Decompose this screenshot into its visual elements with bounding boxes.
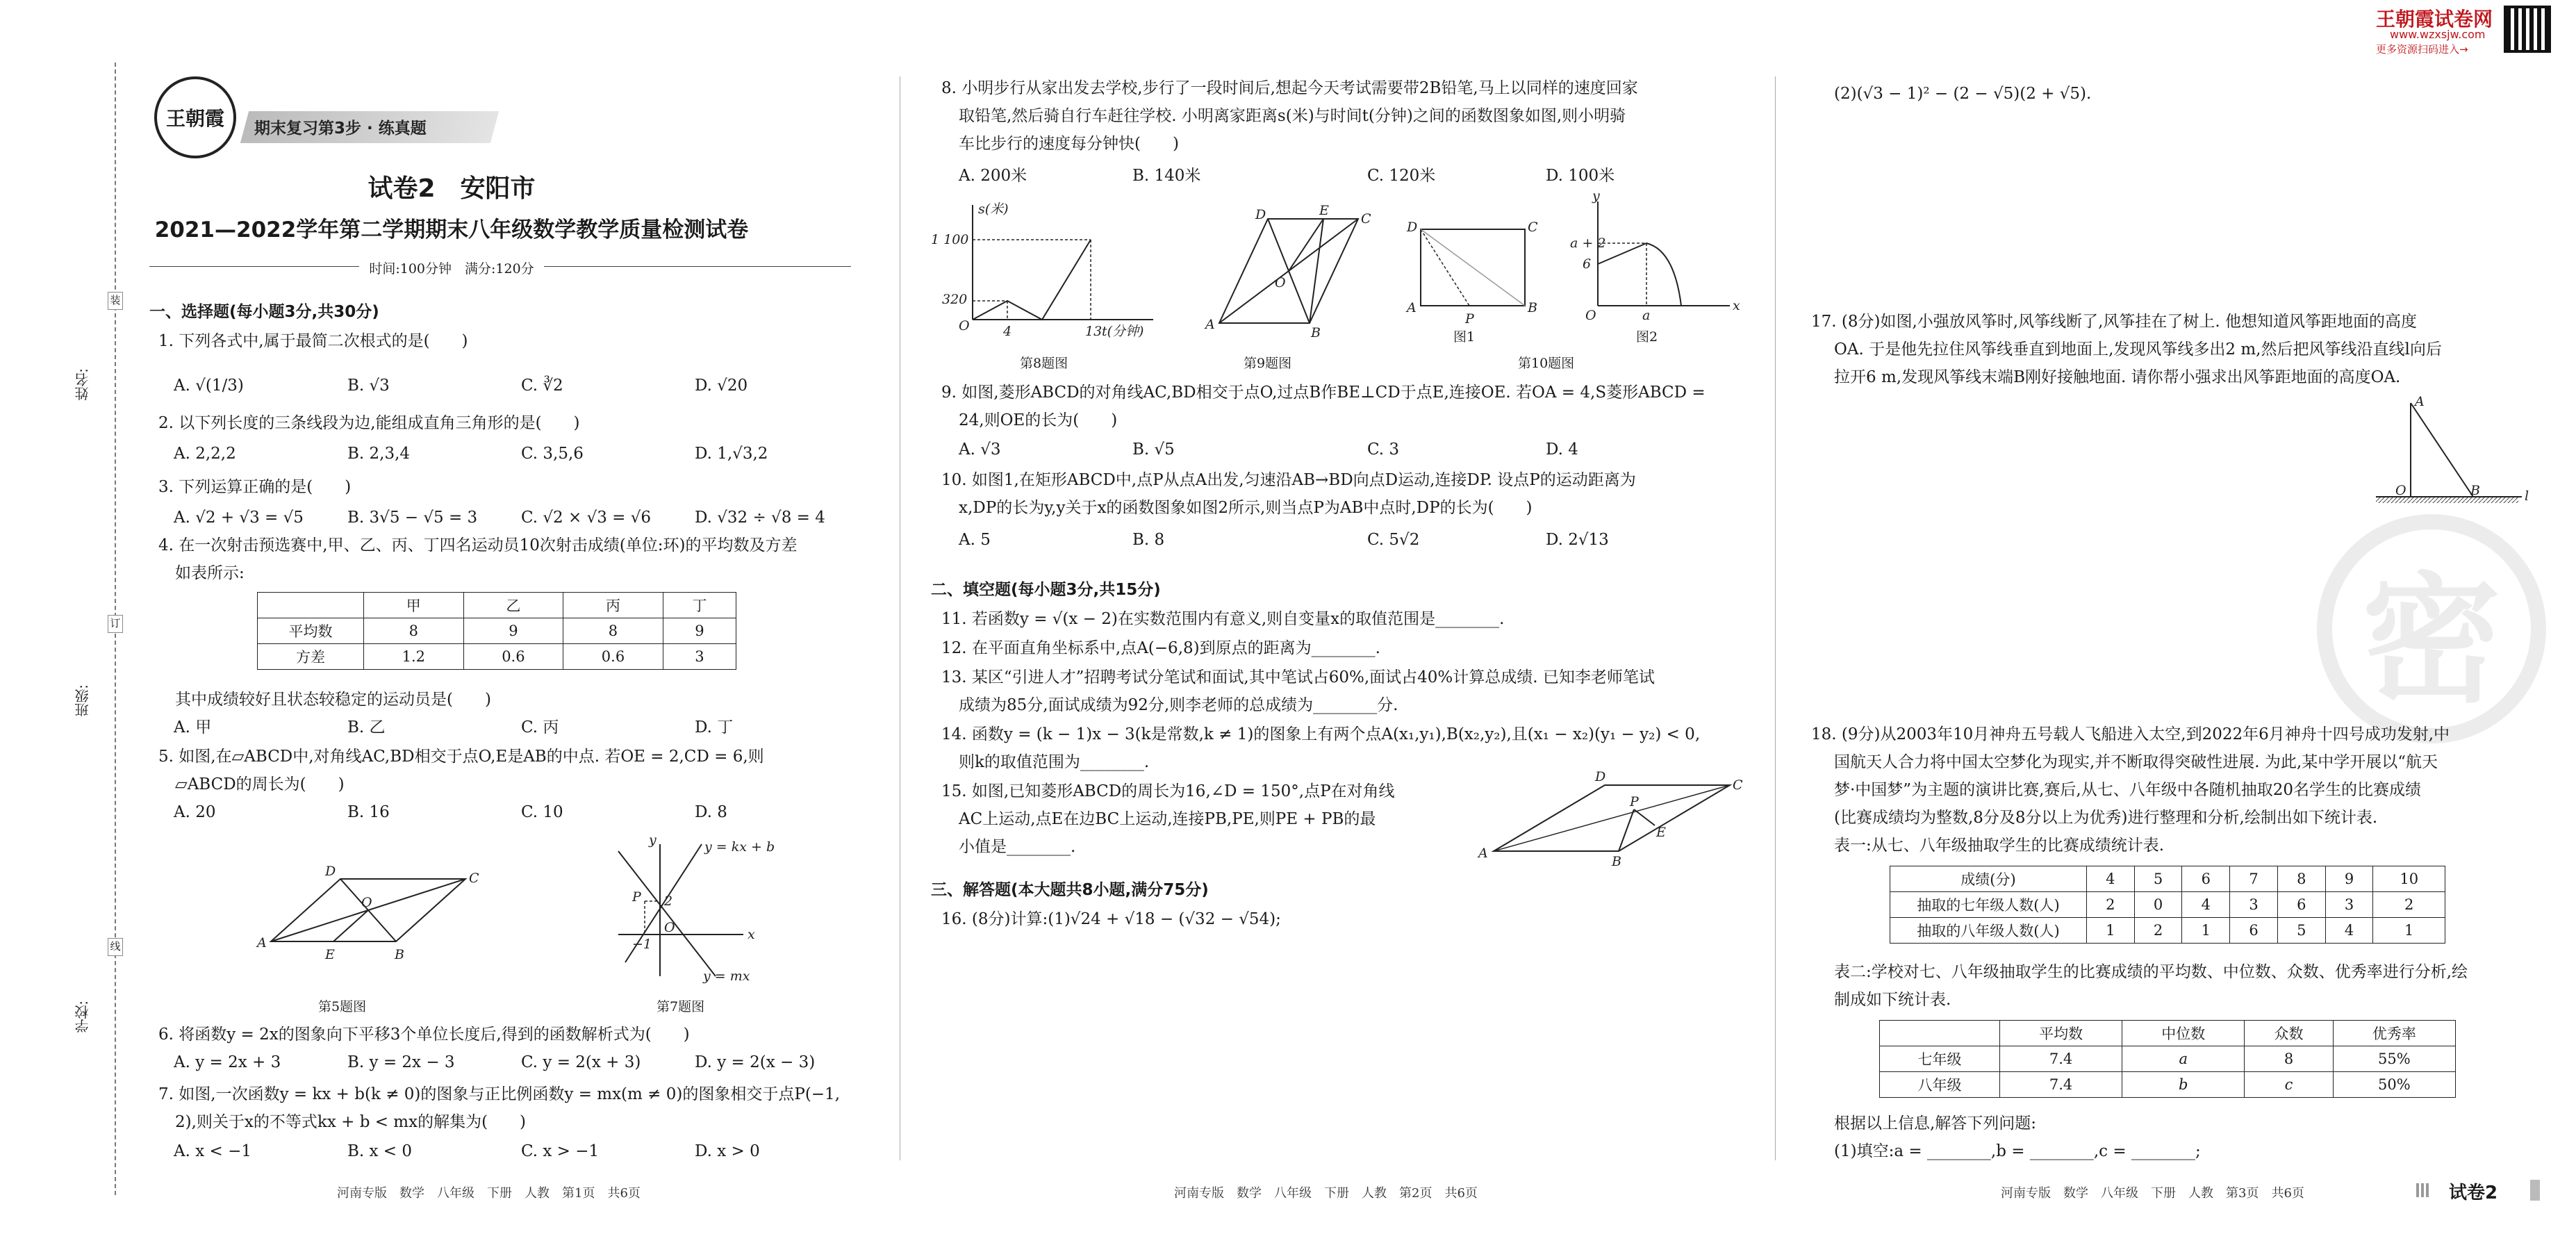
svg-text:C: C [1528,220,1538,235]
q7-stem: 7. 如图,一次函数y = kx + b(k ≠ 0)的图象与正比例函数y = mx(m ≠ 0)的图象相交于点P(−1, [158,1085,841,1103]
t1-cell: 1 [2182,918,2230,944]
q9-opt-c: C. 3 [1367,441,1400,459]
corner-mark [2416,1183,2430,1197]
paper-tag: 试卷2 [2449,1183,2498,1203]
site-tagline: 更多资源扫码进入→ [2376,43,2468,56]
fig8-caption: 第8题图 [1020,356,1068,371]
svg-text:y = mx: y = mx [703,969,750,984]
q6-opt-a: A. y = 2x + 3 [174,1053,281,1071]
t1-cell: 3 [2230,892,2278,918]
fig7-caption: 第7题图 [657,999,705,1014]
q4-opt-d: D. 丁 [695,718,734,736]
q2-stem: 2. 以下列长度的三条线段为边,能组成直角三角形的是( ) [158,414,580,432]
t2-cell: 50% [2333,1072,2455,1098]
q4-th-4: 丁 [663,593,736,618]
t1-cell: 1 [2373,918,2445,944]
q4-stem: 4. 在一次射击预选赛中,甲、乙、丙、丁四名运动员10次射击成绩(单位:环)的平均数及方差 [158,536,798,554]
q18-table2 [1879,1020,2456,1098]
footer-page2: 河南专版 数学 八年级 下册 人教 第2页 共6页 [1174,1186,1478,1201]
svg-text:P: P [632,889,641,905]
svg-text:A: A [1407,300,1417,315]
fig9-caption: 第9题图 [1244,356,1292,371]
section3-title: 三、解答题(本大题共8小题,满分75分) [931,881,1209,899]
svg-text:D: D [1407,220,1418,235]
q11: 11. 若函数y = √(x − 2)在实数范围内有意义,则自变量x的取值范围是________. [941,610,1505,628]
q18-line2: 国航天人合力将中国太空梦化为现实,并不断取得突破性进展. 为此,某中学开展以“航天 [1834,753,2438,771]
q13: 13. 某区“引进人才”招聘考试分笔试和面试,其中笔试占60%,面试占40%计算总成绩. 已知李老师笔试 [941,668,1655,686]
q7-stem2: 2),则关于x的不等式kx + b < mx的解集为( ) [175,1113,527,1131]
t2-cell: 7.4 [2000,1072,2122,1098]
name-label: 姓名: [74,368,91,401]
watermark-seal: 密 [2317,514,2546,743]
table-row [258,618,736,644]
q18-line4: (比赛成绩均为整数,8分及8分以上为优秀)进行整理和分析,绘制出如下统计表. [1834,809,2378,827]
t2-cell: 55% [2333,1046,2455,1072]
svg-text:P: P [1465,311,1474,327]
fig8-ylabel: s(米) [978,201,1009,217]
figure-q10-2 [1570,188,1740,336]
section-banner: 期末复习第3步 · 练真题 [254,120,427,138]
q17-line3: 拉开6 m,发现风筝线末端B刚好接触地面. 请你帮小强求出风筝距地面的高度OA. [1834,368,2401,386]
class-label: 班级: [74,684,91,717]
svg-text:A: A [1478,846,1488,861]
svg-text:y = kx + b: y = kx + b [704,839,775,855]
figure-q9 [1205,205,1372,340]
q4-cell: 1.2 [364,644,464,670]
t1-th: 7 [2230,866,2278,892]
qr-code[interactable] [2504,6,2551,53]
svg-text:O: O [1585,308,1596,323]
q18-line3: 梦·中国梦”为主题的演讲比赛,赛后,从七、八年级中各随机抽取20名学生的比赛成绩 [1834,781,2421,799]
svg-text:B: B [1311,325,1321,340]
t2-th: 中位数 [2122,1021,2245,1046]
q3-opt-d: D. √32 ÷ √8 = 4 [695,509,825,527]
q4-opt-a: A. 甲 [174,718,212,736]
svg-text:B: B [2470,483,2480,498]
t2-cell: 7.4 [2000,1046,2122,1072]
t2-cell: 8 [2245,1046,2333,1072]
svg-text:O: O [361,895,372,910]
q9-opt-d: D. 4 [1546,441,1578,459]
q4-cell: 3 [663,644,736,670]
q17-line2: OA. 于是他先拉住风筝线垂直到地面上,发现风筝线多出2 m,然后把风筝线沿直线l向后 [1834,340,2442,359]
q1-opt-b: B. √3 [347,377,390,395]
t2-th: 优秀率 [2333,1021,2455,1046]
q3-opt-a: A. √2 + √3 = √5 [174,509,304,527]
q7-opt-a: A. x < −1 [174,1142,252,1160]
svg-text:E: E [325,947,335,962]
q2-opt-c: C. 3,5,6 [521,445,584,463]
svg-text:C: C [1733,777,1743,793]
q6-opt-b: B. y = 2x − 3 [347,1053,455,1071]
t2-cell: b [2122,1072,2245,1098]
q6-stem: 6. 将函数y = 2x的图象向下平移3个单位长度后,得到的函数解析式为( ) [158,1026,690,1044]
fig8-y2: 320 [942,292,968,307]
q8-opt-d: D. 100米 [1546,167,1615,185]
school-label: 学校: [74,1001,91,1033]
q4-th-0 [258,593,364,618]
q5-stem: 5. 如图,在▱ABCD中,对角线AC,BD相交于点O,E是AB的中点. 若OE = 2,CD = 6,则 [158,748,764,766]
t2-th: 平均数 [2000,1021,2122,1046]
figure-q10-1 [1400,212,1539,333]
q6-opt-d: D. y = 2(x − 3) [695,1053,816,1071]
q9-opt-a: A. √3 [959,441,1001,459]
figure-q17 [2369,396,2536,524]
corner-bar [2530,1180,2540,1201]
q4-cell: 8 [364,618,464,644]
q7-opt-b: B. x < 0 [347,1142,413,1160]
fig8-x2: 13 [1085,324,1103,339]
t1-th: 4 [2087,866,2135,892]
q17-line1: 17. (8分)如图,小强放风筝时,风筝线断了,风筝挂在了树上. 他想知道风筝距地面的高度 [1811,313,2418,331]
table2-title-2: 制成如下统计表. [1834,991,1951,1009]
fig10-cap2: 图2 [1636,329,1658,345]
svg-text:O: O [664,920,675,935]
q15: 15. 如图,已知菱形ABCD的周长为16,∠D = 150°,点P在对角线 [941,782,1395,800]
q4-cell: 方差 [258,644,364,670]
t1-cell: 抽取的七年级人数(人) [1890,892,2087,918]
table-row [258,644,736,670]
t2-cell: c [2245,1072,2333,1098]
q10-opt-c: C. 5√2 [1367,531,1420,549]
q5-opt-b: B. 16 [347,803,390,821]
svg-text:y: y [1592,188,1600,204]
t1-cell: 6 [2277,892,2325,918]
t2-th [1880,1021,2000,1046]
svg-text:l: l [2525,488,2529,504]
svg-text:D: D [1595,769,1606,784]
binding-mark-3: 线 [108,938,123,956]
q8-opt-c: C. 120米 [1367,167,1436,185]
q8-stem3: 车比步行的速度每分钟快( ) [959,135,1179,153]
fig8-xlabel: t(分钟) [1102,324,1144,339]
q4-cell: 0.6 [463,644,563,670]
t1-th: 6 [2182,866,2230,892]
t1-cell: 2 [2134,918,2182,944]
t1-th: 成绩(分) [1890,866,2087,892]
exam-info: 时间:100分钟 满分:120分 [359,261,543,277]
fig8-x1: 4 [1003,324,1012,339]
q6-opt-c: C. y = 2(x + 3) [521,1053,641,1071]
t1-cell: 2 [2373,892,2445,918]
fig10-ylab2: 6 [1583,256,1592,272]
q4-opt-b: B. 乙 [347,718,386,736]
svg-text:C: C [1361,211,1371,227]
t2-th: 众数 [2245,1021,2333,1046]
svg-text:P: P [1630,794,1639,809]
table-row [1890,918,2445,944]
q8-opt-b: B. 140米 [1132,167,1201,185]
q9-opt-b: B. √5 [1132,441,1175,459]
q8-stem: 8. 小明步行从家出发去学校,步行了一段时间后,想起今天考试需要带2B铅笔,马上以同样的速度回家 [941,79,1638,97]
svg-text:D: D [325,864,336,879]
q4-th-3: 丙 [563,593,663,618]
t1-th: 8 [2277,866,2325,892]
q15-line3: 小值是________. [959,838,1076,856]
q4-table [257,592,736,670]
section1-title: 一、选择题(每小题3分,共30分) [149,303,379,321]
t1-cell: 0 [2134,892,2182,918]
table-row [1890,892,2445,918]
t1-cell: 2 [2087,892,2135,918]
t2-cell: a [2122,1046,2245,1072]
svg-text:A: A [2415,394,2425,409]
q16-part1: 16. (8分)计算:(1)√24 + √18 − (√32 − √54); [941,910,1281,928]
q10-stem: 10. 如图1,在矩形ABCD中,点P从点A出发,匀速沿AB→BD向点D运动,连接DP. 设点P的运动距离为 [941,471,1636,489]
q4-cell: 9 [663,618,736,644]
q14: 14. 函数y = (k − 1)x − 3(k是常数,k ≠ 1)的图象上有两个点A(x₁,y₁),B(x₂,y₂),且(x₁ − x₂)(y₁ − y₂) < 0, [941,725,1701,743]
q7-opt-d: D. x > 0 [695,1142,760,1160]
q8-opt-a: A. 200米 [959,167,1027,185]
svg-text:2: 2 [664,894,673,909]
q5-opt-a: A. 20 [174,803,216,821]
t1-cell: 6 [2230,918,2278,944]
q2-opt-d: D. 1,√3,2 [695,445,768,463]
q5-opt-d: D. 8 [695,803,727,821]
fig10-cap1: 图1 [1453,329,1476,345]
brand-logo: 王朝霞 [154,76,236,158]
q1-opt-c: C. ∛2 [521,377,563,395]
fig10-caption: 第10题图 [1518,356,1575,371]
svg-text:B: B [395,947,404,962]
t1-cell: 抽取的八年级人数(人) [1890,918,2087,944]
q1-opt-a: A. √(1/3) [174,377,244,395]
q4-ask: 其中成绩较好且状态较稳定的运动员是( ) [175,691,491,709]
q3-opt-c: C. √2 × √3 = √6 [521,509,652,527]
paper-title: 试卷2 安阳市 [368,174,536,203]
q3-stem: 3. 下列运算正确的是( ) [158,478,352,496]
t1-th: 9 [2325,866,2373,892]
svg-text:B: B [1612,854,1621,869]
q1-opt-d: D. √20 [695,377,748,395]
fig8-origin: O [959,318,970,334]
fig5-caption: 第5题图 [318,999,367,1014]
svg-text:y: y [649,832,657,848]
table-row [1880,1046,2456,1072]
svg-text:O: O [2395,483,2406,498]
q7-opt-c: C. x > −1 [521,1142,600,1160]
q4-stem2: 如表所示: [175,564,245,582]
q9-stem: 9. 如图,菱形ABCD的对角线AC,BD相交于点O,过点B作BE⊥CD于点E,连接OE. 若OA = 4,S菱形ABCD = [941,384,1706,402]
svg-text:a: a [1642,308,1651,323]
t1-cell: 5 [2277,918,2325,944]
t2-cell: 七年级 [1880,1046,2000,1072]
svg-text:O: O [1275,275,1286,290]
q10-stem2: x,DP的长为y,y关于x的函数图象如图2所示,则当点P为AB中点时,DP的长为( ) [959,499,1533,517]
site-url[interactable]: www.wzxsjw.com [2390,28,2486,41]
t1-th: 5 [2134,866,2182,892]
svg-text:x: x [1733,298,1740,313]
q12: 12. 在平面直角坐标系中,点A(−6,8)到原点的距离为________. [941,639,1380,657]
site-name: 王朝霞试卷网 [2376,8,2493,31]
t1-cell: 4 [2325,918,2373,944]
q5-stem2: ▱ABCD的周长为( ) [175,775,345,793]
binding-mark-1: 装 [108,292,123,310]
t1-th: 10 [2373,866,2445,892]
q4-opt-c: C. 丙 [521,718,559,736]
q10-opt-a: A. 5 [959,531,991,549]
column-divider-2 [1775,76,1776,1160]
svg-text:B: B [1528,300,1537,315]
q15-line2: AC上运动,点E在边BC上运动,连接PB,PE,则PE + PB的最 [959,810,1376,828]
figure-q5 [257,858,479,965]
q4-cell: 平均数 [258,618,364,644]
footer-page1: 河南专版 数学 八年级 下册 人教 第1页 共6页 [337,1186,641,1201]
q18-part1: (1)填空:a = ________,b = ________,c = ________; [1834,1142,2201,1160]
q4-cell: 0.6 [563,644,663,670]
q9-stem2: 24,则OE的长为( ) [959,411,1118,429]
binding-mark-2: 订 [108,615,123,633]
q10-opt-b: B. 8 [1132,531,1165,549]
svg-text:E: E [1656,825,1666,840]
q10-opt-d: D. 2√13 [1546,531,1609,549]
t1-cell: 4 [2182,892,2230,918]
table2-title-1: 表二:学校对七、八年级抽取学生的比赛成绩的平均数、中位数、众数、优秀率进行分析,绘 [1834,963,2468,981]
svg-text:E: E [1319,203,1329,218]
exam-title: 2021—2022学年第二学期期末八年级数学教学质量检测试卷 [154,217,749,242]
q3-opt-b: B. 3√5 − √5 = 3 [347,509,478,527]
q14-line2: 则k的取值范围为________. [959,753,1150,771]
q4-cell: 9 [463,618,563,644]
table-row [1880,1072,2456,1098]
q5-opt-c: C. 10 [521,803,563,821]
section2-title: 二、填空题(每小题3分,共15分) [931,581,1161,599]
q2-opt-a: A. 2,2,2 [174,445,236,463]
q18-table1 [1890,866,2445,944]
svg-text:A: A [1205,317,1215,332]
svg-text:A: A [257,935,267,950]
q1-stem: 1. 下列各式中,属于最简二次根式的是( ) [158,332,468,350]
figure-q15 [1473,764,1744,871]
t1-cell: 3 [2325,892,2373,918]
q13-line2: 成绩为85分,面试成绩为92分,则李老师的总成绩为________分. [959,696,1398,714]
svg-text:C: C [469,871,479,886]
fig10-ylab: a + 2 [1570,236,1606,251]
q2-opt-b: B. 2,3,4 [347,445,411,463]
table1-title: 表一:从七、八年级抽取学生的比赛成绩统计表. [1834,837,2165,855]
q18-line1: 18. (9分)从2003年10月神舟五号载人飞船进入太空,到2022年6月神舟十四号成功发射,中 [1811,725,2450,743]
fig8-y1: 1 100 [931,232,969,247]
q8-stem2: 取铅笔,然后骑自行车赶往学校. 小明离家距离s(米)与时间t(分钟)之间的函数图象如图,则小明骑 [959,107,1626,125]
figure-q8 [931,198,1167,340]
svg-text:D: D [1255,207,1266,222]
q4-th-1: 甲 [364,593,464,618]
footer-page3: 河南专版 数学 八年级 下册 人教 第3页 共6页 [2001,1186,2304,1201]
figure-q7 [604,832,775,986]
svg-text:x: x [748,927,755,942]
q4-th-2: 乙 [463,593,563,618]
q18-ask: 根据以上信息,解答下列问题: [1834,1114,2037,1133]
t1-cell: 1 [2087,918,2135,944]
q4-cell: 8 [563,618,663,644]
t2-cell: 八年级 [1880,1072,2000,1098]
q16-part2: (2)(√3 − 1)² − (2 − √5)(2 + √5). [1834,85,2092,103]
svg-text:−1: −1 [632,937,652,952]
